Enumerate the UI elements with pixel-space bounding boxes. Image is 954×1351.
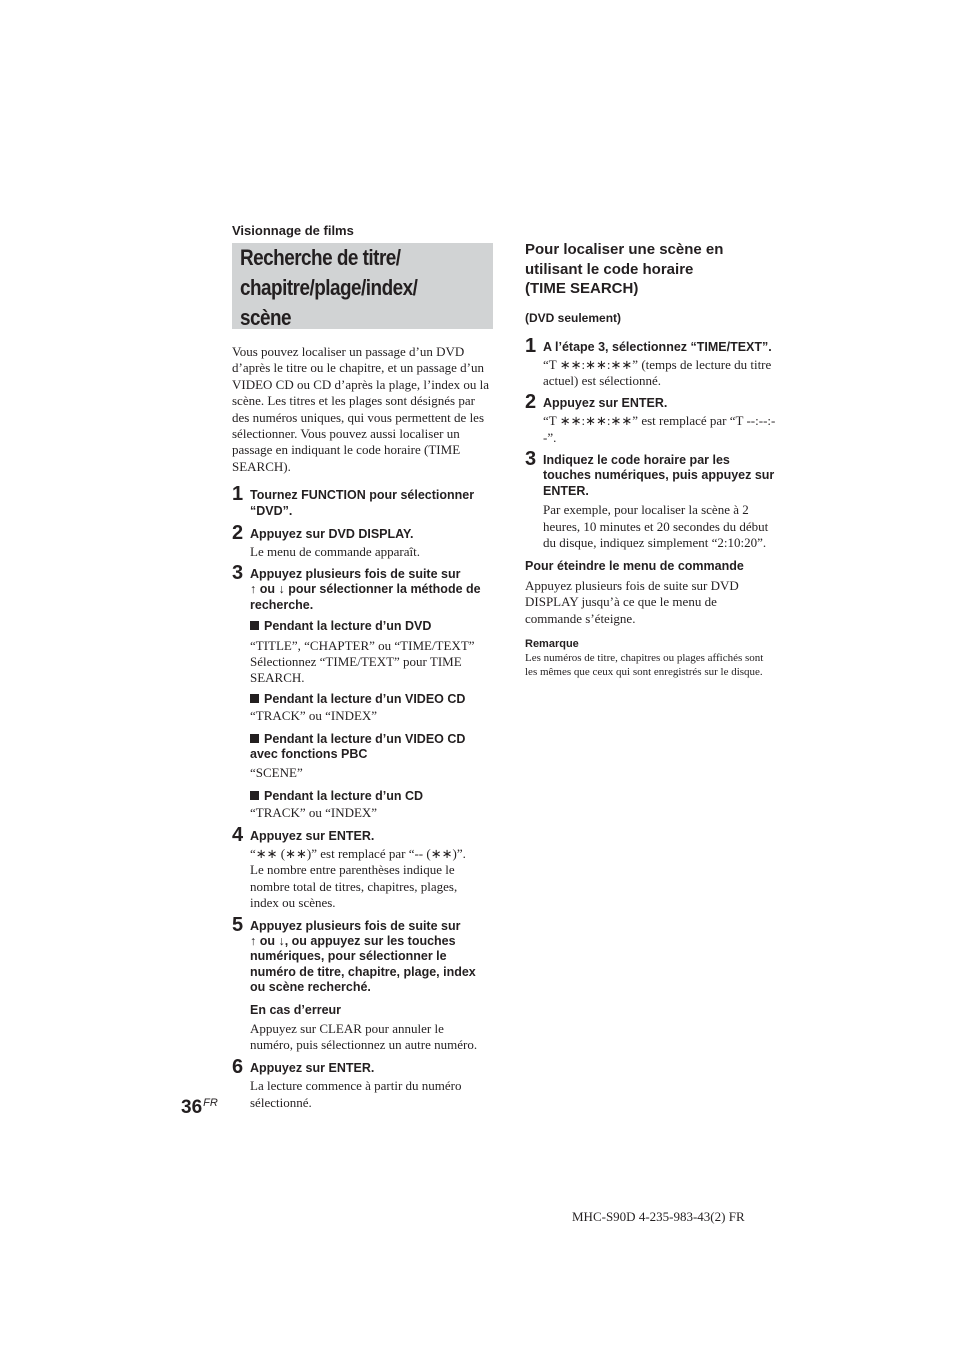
step-number: 1 xyxy=(525,334,537,357)
step-heading: Appuyez sur ENTER. xyxy=(250,1060,375,1075)
step-body: “T ∗∗:∗∗:∗∗” (temps de lecture du titre actuel) est sélectionné. xyxy=(543,356,772,389)
step-heading: Appuyez sur DVD DISPLAY. xyxy=(250,527,414,542)
step-body: Le menu de commande apparaît. xyxy=(250,544,421,560)
step-heading: Appuyez plusieurs fois de suite sur ↑ ou ↓ pour sélectionner la méthode de recherche. xyxy=(250,566,481,612)
step-number: 2 xyxy=(232,522,244,545)
step-number: 5 xyxy=(232,913,244,936)
error-heading: En cas d’erreur xyxy=(250,1002,342,1017)
step-3 xyxy=(232,561,494,822)
right-column xyxy=(525,240,787,679)
step-1 xyxy=(232,483,494,519)
step-number: 1 xyxy=(232,483,244,506)
footer-model-code: MHC-S90D 4-235-983-43(2) FR xyxy=(572,1209,745,1224)
step-body: “∗∗ (∗∗)” est remplacé par “-- (∗∗)”. Le nombre entre parenthèses indique le nombre total de titres, chapitres, plages, index ou scènes. xyxy=(250,845,466,911)
step-body: Par exemple, pour localiser la scène à 2 heures, 10 minutes et 20 secondes du début du disque, indiquez simplement “2:10:20”. xyxy=(543,502,769,550)
step-heading: Appuyez plusieurs fois de suite sur ↑ ou ↓, ou appuyez sur les touches numériques, pour sélectionner le numéro de titre, chapitre, plage, index ou scène recherché. xyxy=(250,918,476,995)
step-number: 2 xyxy=(525,390,537,413)
intro-paragraph: Vous pouvez localiser un passage d’un DVD d’après le titre ou le chapitre, et un passage d’un VIDEO CD ou CD d’après la plage, l’index ou la scène. Les titres et les plages sont désignés par des numéros uniques, qui vous permettent de les sélectionner. Vous pouvez aussi localiser un passage en indiquant le code horaire (TIME SEARCH). xyxy=(232,344,490,474)
step-4 xyxy=(232,823,494,912)
bullet-square-icon xyxy=(250,621,259,630)
ts-step-2 xyxy=(525,390,787,446)
step-heading: Tournez FUNCTION pour sélectionner “DVD”. xyxy=(250,488,475,518)
step-5 xyxy=(232,913,494,1054)
dvd-only-label: (DVD seulement) xyxy=(525,310,622,325)
bullet-square-icon xyxy=(250,791,259,800)
step-number: 3 xyxy=(525,447,537,470)
error-body: Appuyez sur CLEAR pour annuler le numéro, puis sélectionnez un autre numéro. xyxy=(250,1021,478,1053)
page-number: $36^{FR}$ xyxy=(181,1097,218,1118)
step-body: “T ∗∗:∗∗:∗∗” est remplacé par “T --:--:--”. xyxy=(543,413,776,445)
note-body: Les numéros de titre, chapitres ou plages affichés sont les mêmes que ceux qui sont enregistrés sur le disque. xyxy=(525,652,764,678)
ts-step-1 xyxy=(525,334,787,390)
case-video-cd: Pendant la lecture d’un VIDEO CD “TRACK” ou “INDEX” xyxy=(250,691,466,724)
note-heading: Remarque xyxy=(525,638,579,650)
step-heading: Appuyez sur ENTER. xyxy=(543,395,668,410)
section-label: Visionnage de films xyxy=(232,223,354,238)
step-number: 6 xyxy=(232,1055,244,1078)
time-search-title: Pour localiser une scène en utilisant le code horaire (TIME SEARCH) xyxy=(525,241,724,297)
page-title-box xyxy=(232,243,493,329)
case-cd: Pendant la lecture d’un CD “TRACK” ou “INDEX” xyxy=(250,788,424,821)
step-2 xyxy=(232,522,494,561)
ts-step-3 xyxy=(525,447,787,551)
step-heading: Indiquez le code horaire par les touches numériques, puis appuyez sur ENTER. xyxy=(543,452,775,498)
bullet-square-icon xyxy=(250,694,259,703)
page-title: Recherche de titre/ chapitre/plage/index/ scène xyxy=(240,245,418,330)
step-heading: A l’étape 3, sélectionnez “TIME/TEXT”. xyxy=(543,339,772,354)
case-dvd: Pendant la lecture d’un DVD “TITLE”, “CHAPTER” ou “TIME/TEXT” Sélectionnez “TIME/TEXT” pour TIME SEARCH. xyxy=(250,619,475,686)
case-video-cd-pbc: Pendant la lecture d’un VIDEO CD avec fonctions PBC “SCENE” xyxy=(250,731,466,781)
step-number: 4 xyxy=(232,823,244,846)
menu-off-heading: Pour éteindre le menu de commande xyxy=(525,559,744,574)
bullet-square-icon xyxy=(250,734,259,743)
left-column xyxy=(232,344,494,1111)
menu-off-body: Appuyez plusieurs fois de suite sur DVD DISPLAY jusqu’à ce que le menu de commande s’éteigne. xyxy=(525,577,739,626)
step-6 xyxy=(232,1055,494,1111)
step-heading: Appuyez sur ENTER. xyxy=(250,828,375,843)
step-body: La lecture commence à partir du numéro sélectionné. xyxy=(250,1078,462,1110)
step-number: 3 xyxy=(232,561,244,584)
